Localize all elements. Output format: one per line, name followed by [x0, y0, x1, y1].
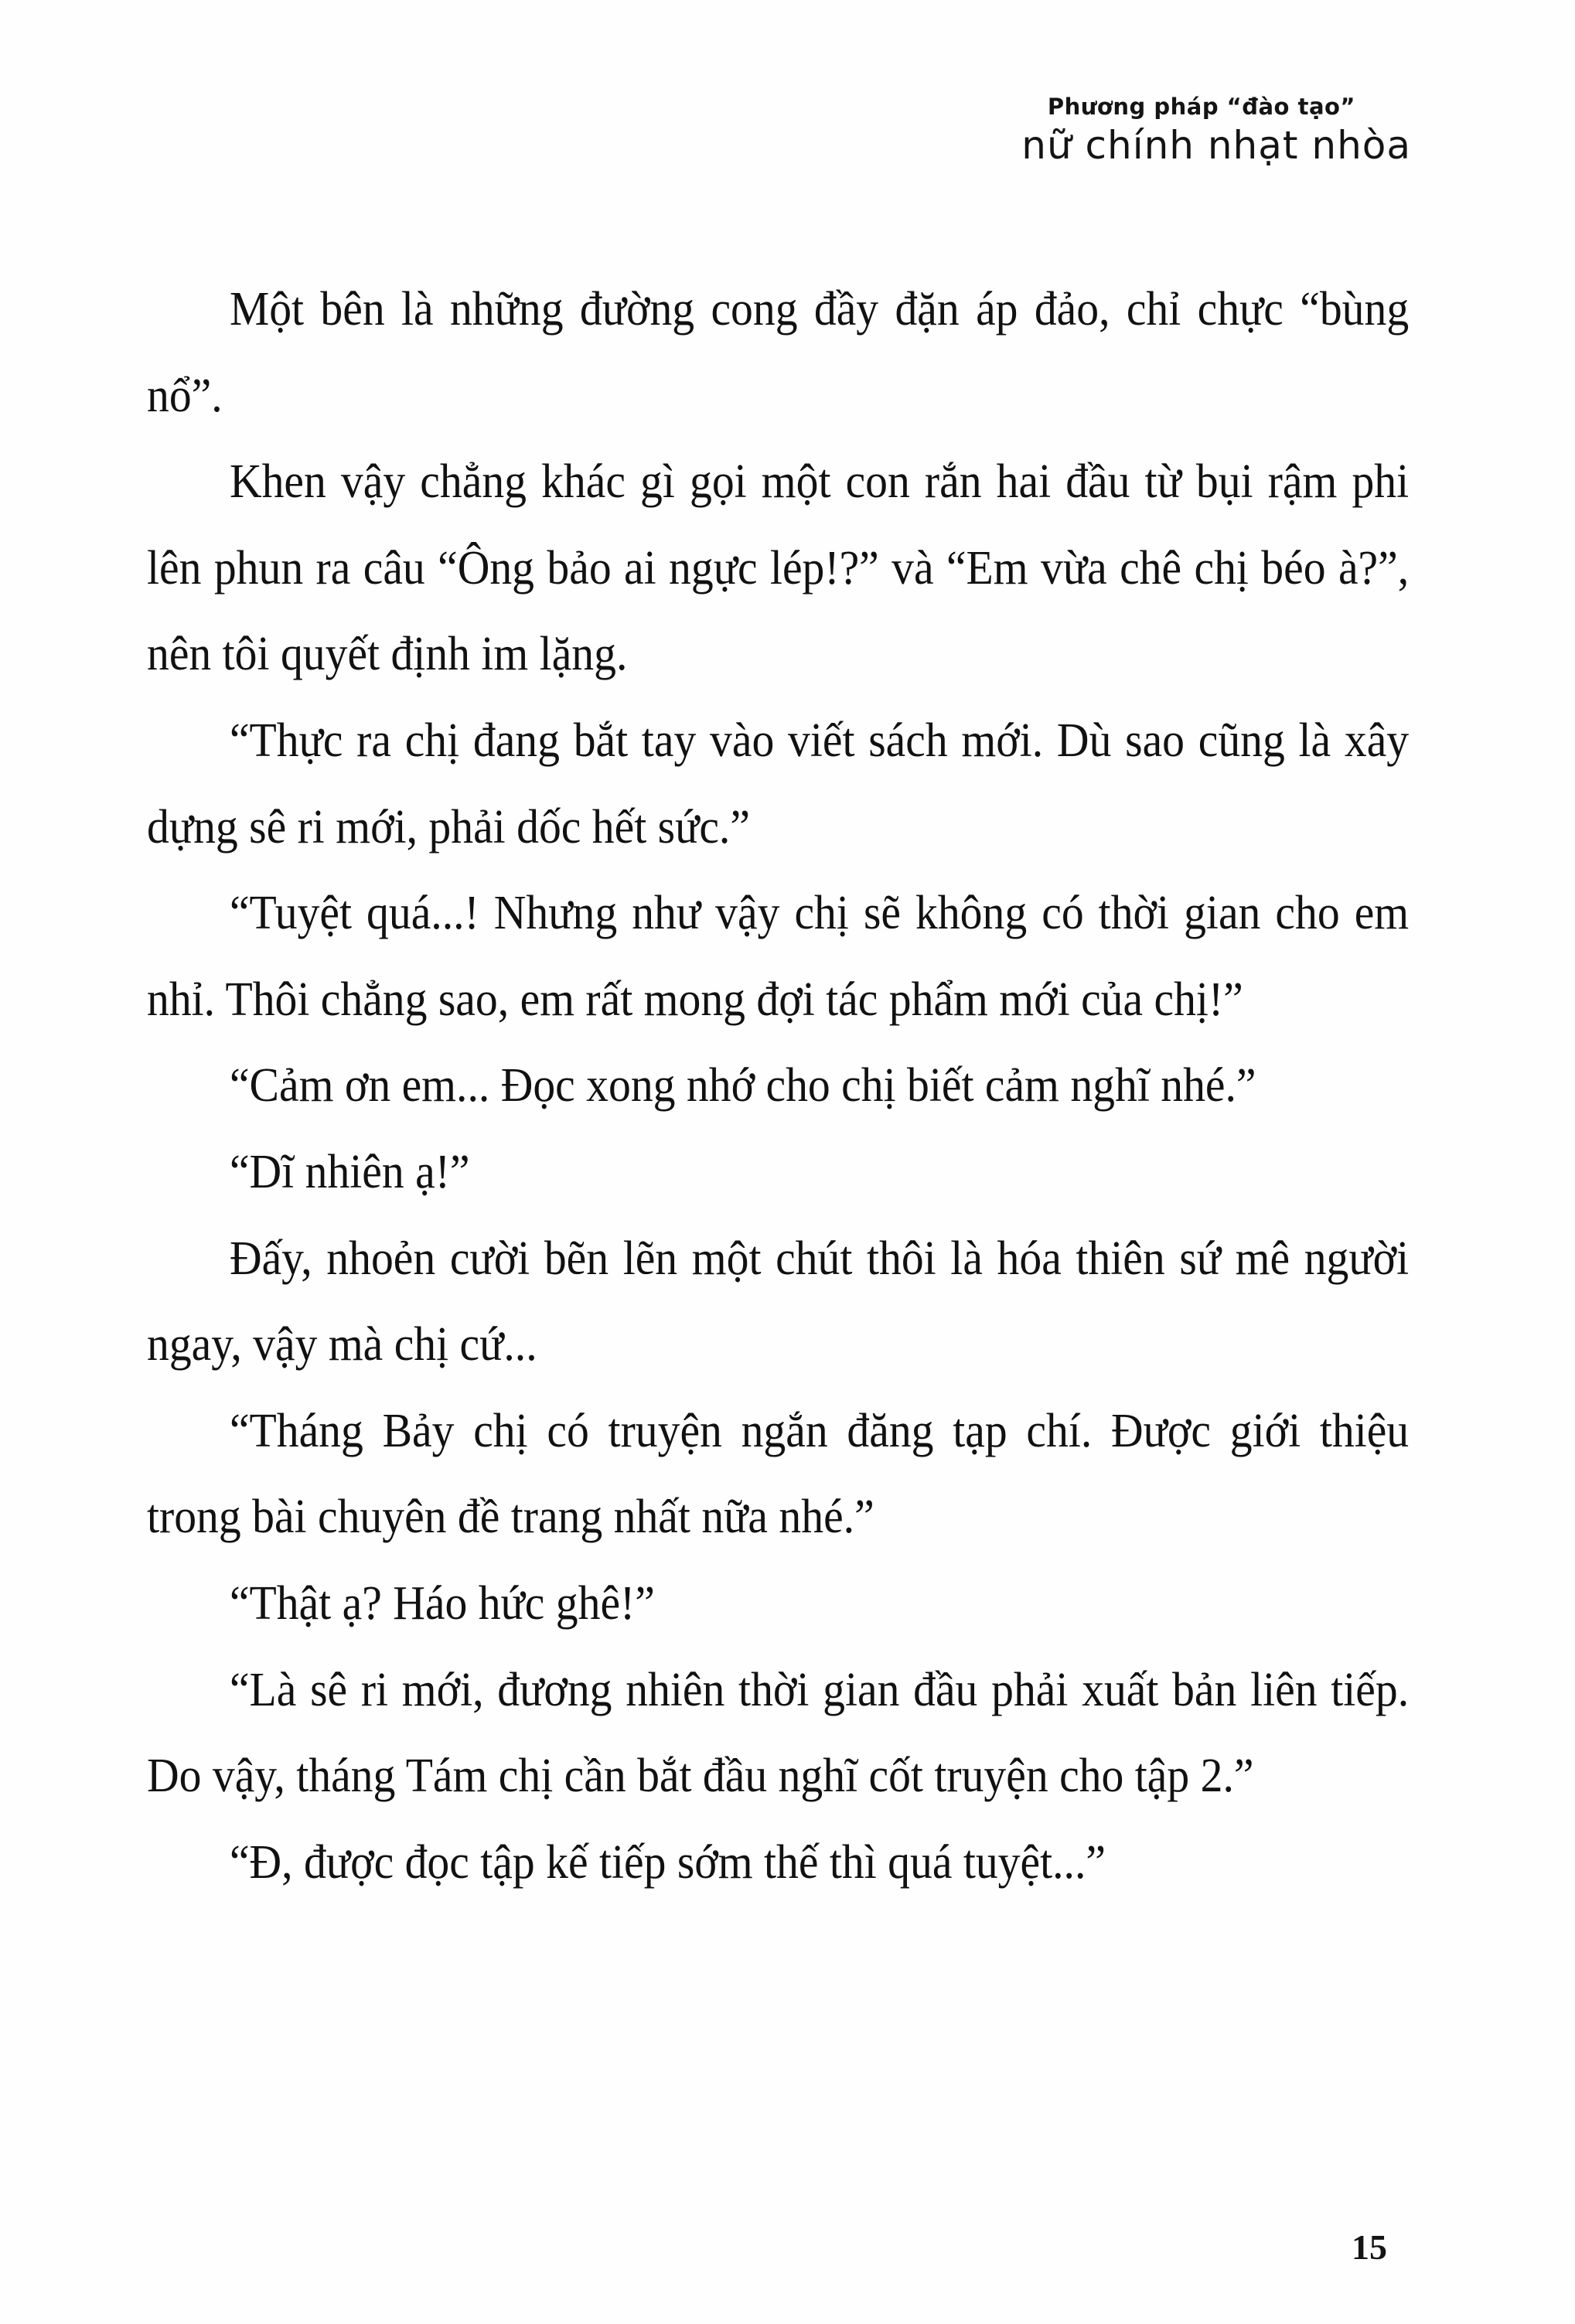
paragraph: Đấy, nhoẻn cười bẽn lẽn một chút thôi là hóa thiên sứ mê người ngay, vậy mà chị cứ...	[147, 1232, 1410, 1372]
paragraph: “Dĩ nhiên ạ!”	[229, 1145, 470, 1198]
paragraph: “Thực ra chị đang bắt tay vào viết sách mới. Dù sao cũng là xây dựng sê ri mới, phải dốc hết sức.”	[147, 714, 1410, 854]
paragraph: “Thật ạ? Háo hức ghê!”	[229, 1576, 655, 1630]
paragraph: “Là sê ri mới, đương nhiên thời gian đầu phải xuất bản liên tiếp. Do vậy, tháng Tám chị cần bắt đầu nghĩ cốt truyện cho tập 2.”	[147, 1663, 1410, 1803]
page-number: 15	[1352, 2227, 1387, 2267]
paragraph: Một bên là những đường cong đầy đặn áp đảo, chỉ chực “bùng nổ”.	[147, 283, 1410, 422]
paragraph: “Tháng Bảy chị có truyện ngắn đăng tạp chí. Được giới thiệu trong bài chuyên đề trang nhất nữa nhé.”	[147, 1404, 1410, 1544]
body-text	[147, 267, 1409, 1906]
paragraph: “Đ, được đọc tập kế tiếp sớm thế thì quá tuyệt...”	[229, 1835, 1106, 1889]
book-title: nữ chính nhạt nhòa	[1021, 123, 1411, 168]
paragraph: Khen vậy chẳng khác gì gọi một con rắn hai đầu từ bụi rậm phi lên phun ra câu “Ông bảo ai ngực lép!?” và “Em vừa chê chị béo à?”, nên tôi quyết định im lặng.	[147, 455, 1410, 681]
running-header	[1021, 91, 1411, 169]
paragraph: “Tuyệt quá...! Nhưng như vậy chị sẽ không có thời gian cho em nhỉ. Thôi chẳng sao, em rất mong đợi tác phẩm mới của chị!”	[147, 887, 1410, 1026]
paragraph: “Cảm ơn em... Đọc xong nhớ cho chị biết cảm nghĩ nhé.”	[229, 1059, 1256, 1113]
book-subtitle: Phương pháp “đào tạo”	[1047, 94, 1355, 120]
